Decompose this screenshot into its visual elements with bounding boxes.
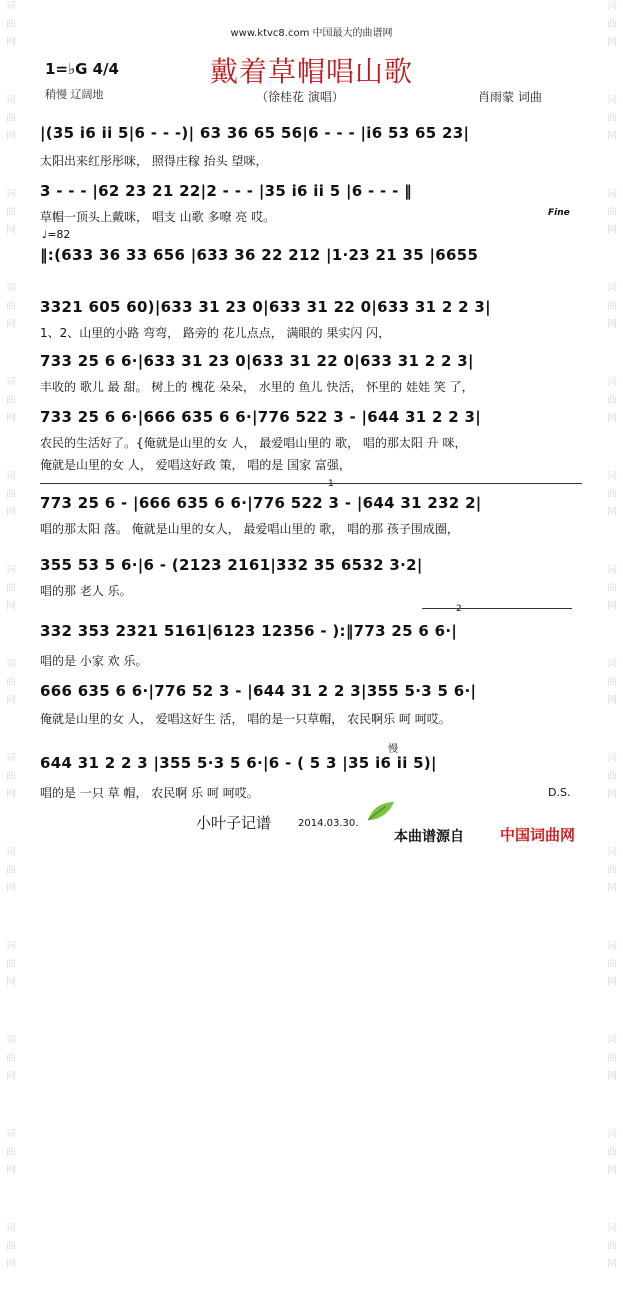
source-site-link[interactable]: 中国词曲网	[500, 826, 576, 844]
watermark-char: 网	[607, 1165, 617, 1176]
watermark-char: 词	[607, 1035, 617, 1046]
watermark-char: 曲	[6, 207, 16, 218]
watermark-char: 词	[607, 1223, 617, 1234]
watermark-char: 网	[6, 1259, 16, 1270]
watermark-char: 网	[6, 695, 16, 706]
watermark-char: 词	[6, 471, 16, 482]
watermark-char: 曲	[607, 865, 617, 876]
watermark-char: 曲	[607, 1241, 617, 1252]
watermark-char: 网	[607, 601, 617, 612]
volta-label-2: 2	[456, 604, 462, 614]
watermark-char: 词	[6, 283, 16, 294]
watermark-char: 词	[607, 659, 617, 670]
left-watermark	[4, 0, 18, 1270]
tempo-marking: ♩=82	[42, 228, 71, 241]
recorder-name: 小叶子记谱	[196, 814, 272, 832]
volta-label-1: 1	[328, 479, 334, 489]
watermark-char: 网	[607, 883, 617, 894]
watermark-char: 词	[607, 189, 617, 200]
watermark-char: 网	[607, 131, 617, 142]
watermark-char: 曲	[6, 865, 16, 876]
leaf-icon	[366, 800, 396, 822]
watermark-char: 词	[607, 565, 617, 576]
lyric-line-9: 唱的是 小家 欢 乐。	[40, 654, 148, 668]
watermark-char: 曲	[607, 959, 617, 970]
music-line-2: 3 - - - |62 23 21 22|2 - - - |35 i6 ii 5 |6 - - - ‖	[40, 182, 412, 200]
watermark-char: 曲	[6, 771, 16, 782]
watermark-char: 网	[607, 413, 617, 424]
watermark-char: 词	[607, 941, 617, 952]
watermark-char: 网	[6, 977, 16, 988]
fine-marking: Fine	[548, 208, 570, 218]
music-line-11: 644 31 2 2 3 |355 5·3 5 6·|6 - ( 5 3 |35 i6 ii 5)|	[40, 754, 437, 772]
watermark-char: 曲	[6, 395, 16, 406]
lyric-line-8: 唱的那 老人 乐。	[40, 584, 132, 598]
tempo-text: 稍慢 辽阔地	[45, 88, 104, 101]
music-line-10: 666 635 6 6·|776 52 3 - |644 31 2 2 3|355 5·3 5 6·|	[40, 682, 477, 700]
lyric-line-6b: 俺就是山里的女 人， 爱唱这好政 策， 唱的是 国家 富强，	[40, 458, 351, 472]
watermark-char: 词	[6, 1035, 16, 1046]
song-title: 戴着草帽唱山歌	[209, 55, 413, 88]
watermark-char: 曲	[607, 207, 617, 218]
watermark-char: 网	[607, 1259, 617, 1270]
key-signature: 1=♭G 4/4	[45, 60, 119, 78]
watermark-char: 网	[6, 1165, 16, 1176]
lyric-line-7: 唱的那太阳 落。 俺就是山里的女人， 最爱唱山里的 歌， 唱的那 孩子围成圈，	[40, 522, 459, 536]
watermark-char: 网	[6, 225, 16, 236]
site-header[interactable]: www.ktvc8.com 中国最大的曲谱网	[230, 28, 393, 39]
volta-bracket-2	[422, 608, 572, 609]
watermark-char: 网	[6, 601, 16, 612]
watermark-char: 词	[6, 941, 16, 952]
watermark-char: 网	[607, 695, 617, 706]
watermark-char: 曲	[6, 1241, 16, 1252]
watermark-char: 曲	[6, 489, 16, 500]
watermark-char: 网	[6, 883, 16, 894]
watermark-char: 曲	[607, 1147, 617, 1158]
watermark-char: 词	[607, 753, 617, 764]
music-line-8: 355 53 5 6·|6 - (2123 2161|332 35 6532 3·2|	[40, 556, 423, 574]
watermark-char: 网	[6, 37, 16, 48]
watermark-char: 曲	[607, 583, 617, 594]
watermark-char: 曲	[6, 1147, 16, 1158]
singer: （徐桂花 演唱）	[256, 90, 344, 104]
record-date: 2014.03.30.	[298, 818, 359, 829]
watermark-char: 词	[607, 471, 617, 482]
watermark-char: 网	[607, 789, 617, 800]
watermark-char: 曲	[6, 301, 16, 312]
watermark-char: 词	[6, 189, 16, 200]
lyric-line-4: 1、2、山里的小路 弯弯， 路旁的 花儿点点， 满眼的 果实闪 闪，	[40, 326, 391, 340]
watermark-char: 词	[6, 565, 16, 576]
watermark-char: 词	[6, 847, 16, 858]
lyric-line-5: 丰收的 歌儿 最 甜。 树上的 槐花 朵朵， 水里的 鱼儿 快活， 怀里的 娃娃 笑 了，	[40, 380, 474, 394]
watermark-char: 曲	[607, 1053, 617, 1064]
watermark-char: 网	[6, 319, 16, 330]
lyric-line-6a: 农民的生活好了。{俺就是山里的女 人， 最爱唱山里的 歌， 唱的那太阳 升 咪，	[40, 436, 467, 450]
watermark-char: 网	[6, 789, 16, 800]
music-line-5: 733 25 6 6·|633 31 23 0|633 31 22 0|633 31 2 2 3|	[40, 352, 474, 370]
slow-marking: 慢	[388, 744, 398, 755]
volta-bracket-1	[40, 483, 582, 484]
watermark-char: 词	[607, 95, 617, 106]
watermark-char: 网	[6, 1071, 16, 1082]
watermark-char: 网	[607, 319, 617, 330]
music-line-3: ‖:(633 36 33 656 |633 36 22 212 |1·23 21 35 |6655	[40, 246, 479, 264]
music-line-7: 773 25 6 - |666 635 6 6·|776 522 3 - |644 31 232 2|	[40, 494, 482, 512]
watermark-char: 词	[6, 1, 16, 12]
watermark-char: 曲	[607, 301, 617, 312]
watermark-char: 网	[607, 507, 617, 518]
lyric-line-1: 太阳出来红彤彤咪， 照得庄稼 抬头 望咪，	[40, 154, 268, 168]
watermark-char: 词	[607, 847, 617, 858]
right-watermark	[605, 0, 619, 1270]
lyric-line-11: 唱的是 一只 草 帽， 农民啊 乐 呵 呵哎。	[40, 786, 259, 800]
watermark-char: 曲	[6, 583, 16, 594]
watermark-char: 曲	[6, 677, 16, 688]
watermark-char: 曲	[607, 489, 617, 500]
watermark-char: 曲	[607, 771, 617, 782]
music-line-4: 3321 605 60)|633 31 23 0|633 31 22 0|633 31 2 2 3|	[40, 298, 491, 316]
watermark-char: 词	[6, 1223, 16, 1234]
lyric-line-10: 俺就是山里的女 人， 爱唱这好生 活， 唱的是一只草帽， 农民啊乐 呵 呵哎。	[40, 712, 451, 726]
watermark-char: 曲	[6, 1053, 16, 1064]
watermark-char: 词	[607, 1, 617, 12]
watermark-char: 曲	[6, 959, 16, 970]
music-line-9: 332 353 2321 5161|6123 12356 - ):‖773 25 6 6·|	[40, 622, 458, 640]
music-line-1: |(35 i6 ii 5|6 - - -)| 63 36 65 56|6 - - - |i6 53 65 23|	[40, 124, 470, 142]
watermark-char: 曲	[607, 395, 617, 406]
watermark-char: 词	[607, 377, 617, 388]
watermark-char: 词	[6, 1129, 16, 1140]
watermark-char: 网	[607, 37, 617, 48]
watermark-char: 曲	[607, 113, 617, 124]
watermark-char: 词	[6, 659, 16, 670]
watermark-char: 曲	[6, 113, 16, 124]
source-label: 本曲谱源自	[394, 829, 464, 845]
watermark-char: 曲	[607, 19, 617, 30]
watermark-char: 网	[607, 977, 617, 988]
watermark-char: 网	[607, 1071, 617, 1082]
credit: 肖雨蒙 词曲	[478, 90, 542, 104]
watermark-char: 网	[607, 225, 617, 236]
lyric-line-2: 草帽一顶头上戴咪， 唱支 山歌 多嘹 亮 哎。	[40, 210, 276, 224]
music-line-6: 733 25 6 6·|666 635 6 6·|776 522 3 - |644 31 2 2 3|	[40, 408, 482, 426]
ds-marking: D.S.	[548, 786, 571, 799]
watermark-char: 曲	[6, 19, 16, 30]
watermark-char: 词	[6, 95, 16, 106]
watermark-char: 曲	[607, 677, 617, 688]
watermark-char: 词	[607, 1129, 617, 1140]
watermark-char: 网	[6, 131, 16, 142]
watermark-char: 网	[6, 507, 16, 518]
watermark-char: 词	[607, 283, 617, 294]
watermark-char: 词	[6, 377, 16, 388]
watermark-char: 词	[6, 753, 16, 764]
watermark-char: 网	[6, 413, 16, 424]
